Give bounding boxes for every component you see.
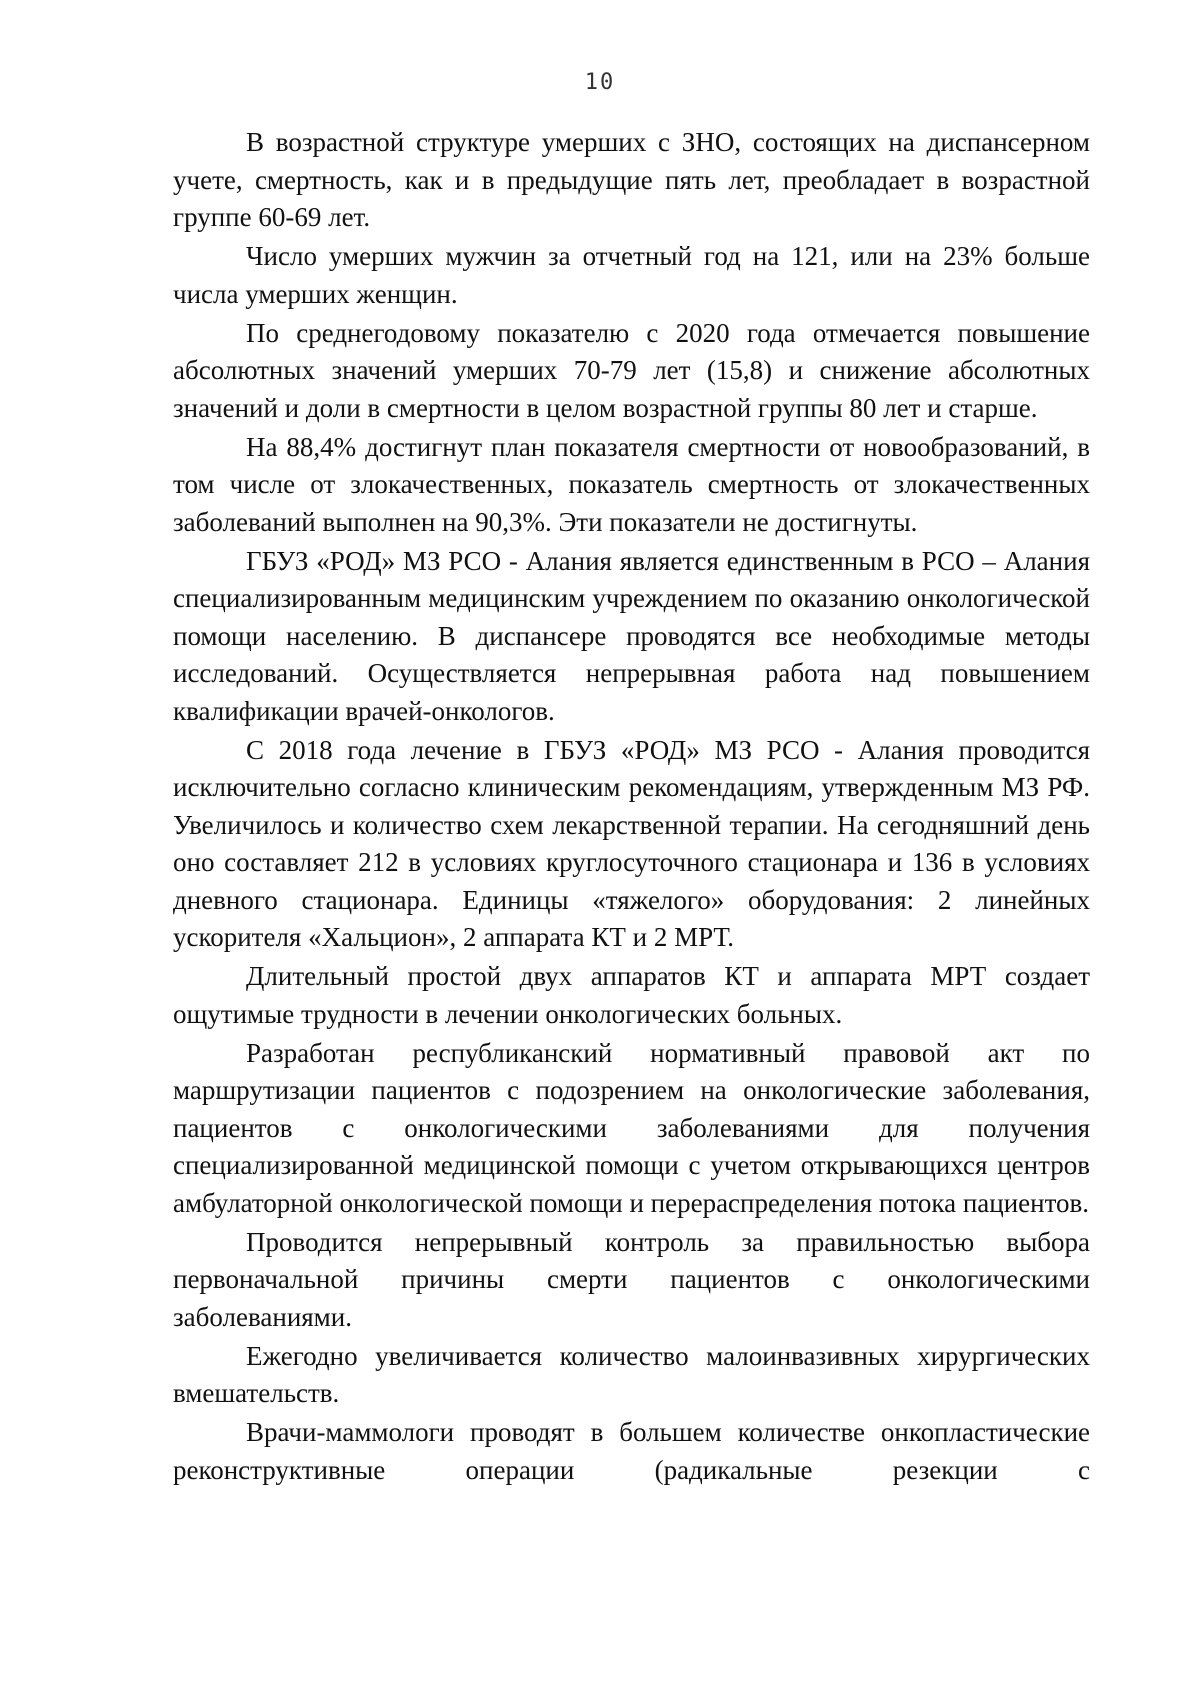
paragraph-treatment-guidelines: С 2018 года лечение в ГБУЗ «РОД» МЗ РСО - Алания проводится исключительно согласно клиническим рекомендациям, утвержденным МЗ РФ. Увеличилось и количество схем лекарственной терапии. На сегодняшний день оно составляет 212 в условиях круглосуточного стационара и 136 в условиях дневного стационара. Единицы «тяжелого» оборудования: 2 линейных ускорителя «Хальцион», 2 аппарата КТ и 2 МРТ. <box>173 734 1090 952</box>
paragraph-age-structure: В возрастной структуре умерших с ЗНО, состоящих на диспансерном учете, смертность, как и в предыдущие пять лет, преобладает в возрастной группе 60-69 лет. <box>173 127 1090 232</box>
page-number: 10 <box>584 70 616 95</box>
paragraph-male-deaths: Число умерших мужчин за отчетный год на 121, или на 23% больше числа умерших женщин. <box>173 241 1090 309</box>
paragraph-routing-act: Разработан республиканский нормативный правовой акт по маршрутизации пациентов с подозрением на онкологические заболевания, пациентов с онкологическими заболеваниями для получения специализированной медицинской помощи с учетом открывающихся центров амбулаторной онкологической помощи и перераспределения потока пациентов. <box>173 1037 1090 1218</box>
paragraph-annual-average: По среднегодовому показателю с 2020 года отмечается повышение абсолютных значений умерших 70-79 лет (15,8) и снижение абсолютных значений и доли в смертности в целом возрастной группы 80 лет и старше. <box>173 317 1090 423</box>
paragraph-equipment-downtime: Длительный простой двух аппаратов КТ и аппарата МРТ создает ощутимые трудности в лечении онкологических больных. <box>173 961 1090 1029</box>
paragraph-mortality-plan: На 88,4% достигнут план показателя смертности от новообразований, в том числе от злокачественных, показатель смертность от злокачественных заболеваний выполнен на 90,3%. Эти показатели не достигнуты. <box>173 431 1090 537</box>
document-body <box>173 124 1090 1491</box>
paragraph-minimally-invasive: Ежегодно увеличивается количество малоинвазивных хирургических вмешательств. <box>173 1340 1090 1408</box>
paragraph-cause-of-death-control: Проводится непрерывный контроль за правильностью выбора первоначальной причины смерти пациентов с онкологическими заболеваниями. <box>173 1226 1090 1332</box>
paragraph-mammology: Врачи-маммологи проводят в большем количестве онкопластические реконструктивные операции (радикальные резекции с <box>173 1417 1090 1485</box>
paragraph-oncology-dispensary: ГБУЗ «РОД» МЗ РСО - Алания является единственным в РСО – Алания специализированным медицинским учреждением по оказанию онкологической помощи населению. В диспансере проводятся все необходимые методы исследований. Осуществляется непрерывная работа над повышением квалификации врачей-онкологов. <box>173 545 1090 726</box>
